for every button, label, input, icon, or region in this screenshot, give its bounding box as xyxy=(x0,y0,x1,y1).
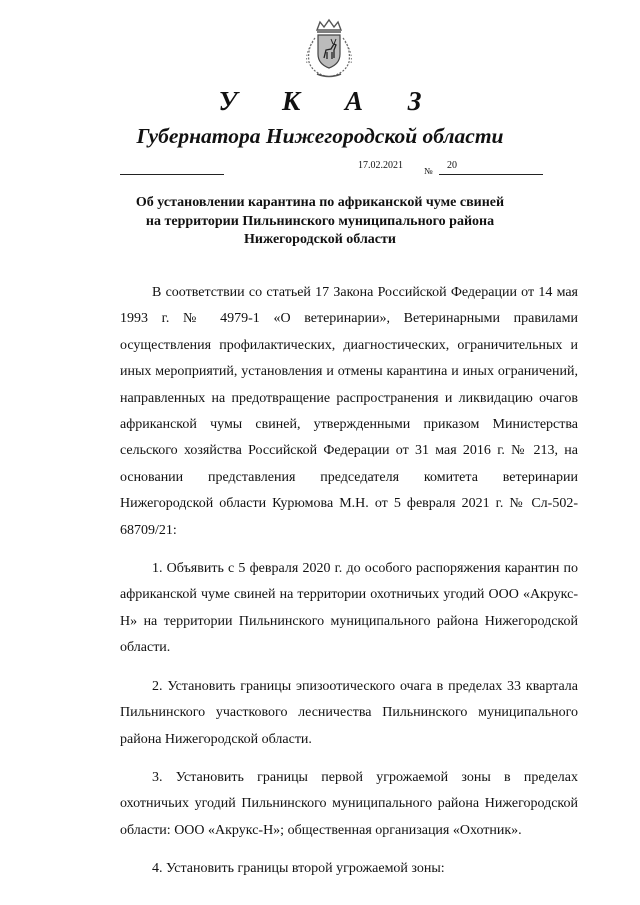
date-line xyxy=(120,174,224,175)
clause-3: 3. Установить границы первой угрожаемой зоны в пределах охотничьих угодий Пильнинского муниципального района Нижегородской области: ООО «Акрукс-Н»; общественная организация «Охотник». xyxy=(120,769,578,838)
title-line: Нижегородской области xyxy=(244,232,396,247)
issuer-heading: Губернатора Нижегородской области xyxy=(136,124,504,148)
document-body xyxy=(120,280,578,883)
number-sign: № xyxy=(424,166,433,176)
number-line xyxy=(439,174,543,175)
title-line: на территории Пильнинского муниципального района xyxy=(145,213,495,229)
clause-4: 4. Установить границы второй угрожаемой зоны: xyxy=(152,861,445,877)
document-number: 20 xyxy=(447,160,457,171)
coat-of-arms-icon xyxy=(303,18,355,80)
title-line: Об установлении карантина по африканской чуме свиней xyxy=(135,195,505,210)
clause-1: 1. Объявить с 5 февраля 2020 г. до особого распоряжения карантин по африканской чуме свиней на территории охотничьих угодий ООО «Акрукс-Н» на территории Пильнинского муниципального района Нижегородской области. xyxy=(120,561,578,656)
document-title xyxy=(0,194,640,250)
clause-2: 2. Установить границы эпизоотического очага в пределах 33 квартала Пильнинского участкового лесничества Пильнинского муниципального района Нижегородской области. xyxy=(120,678,578,747)
preamble-paragraph: В соответствии со статьей 17 Закона Российской Федерации от 14 мая 1993 г. № 4979-1 «О ветеринарии», Ветеринарными правилами осуществления профилактических, диагностических, ограничительных и иных мероприятий, установления и отмены карантина и иных ограничений, направленных на предотвращение распространения и ликвидацию очагов африканской чумы свиней, утвержденными приказом Министерства сельского хозяйства Российской Федерации от 31 мая 2016 г. № 213, на основании представления председателя комитета ветеринарии Нижегородской области Курюмова М.Н. от 5 февраля 2021 г. № Сл-502-68709/21: xyxy=(120,285,578,538)
document-date: 17.02.2021 xyxy=(358,160,403,171)
document-type-heading: У К А З xyxy=(218,86,441,116)
